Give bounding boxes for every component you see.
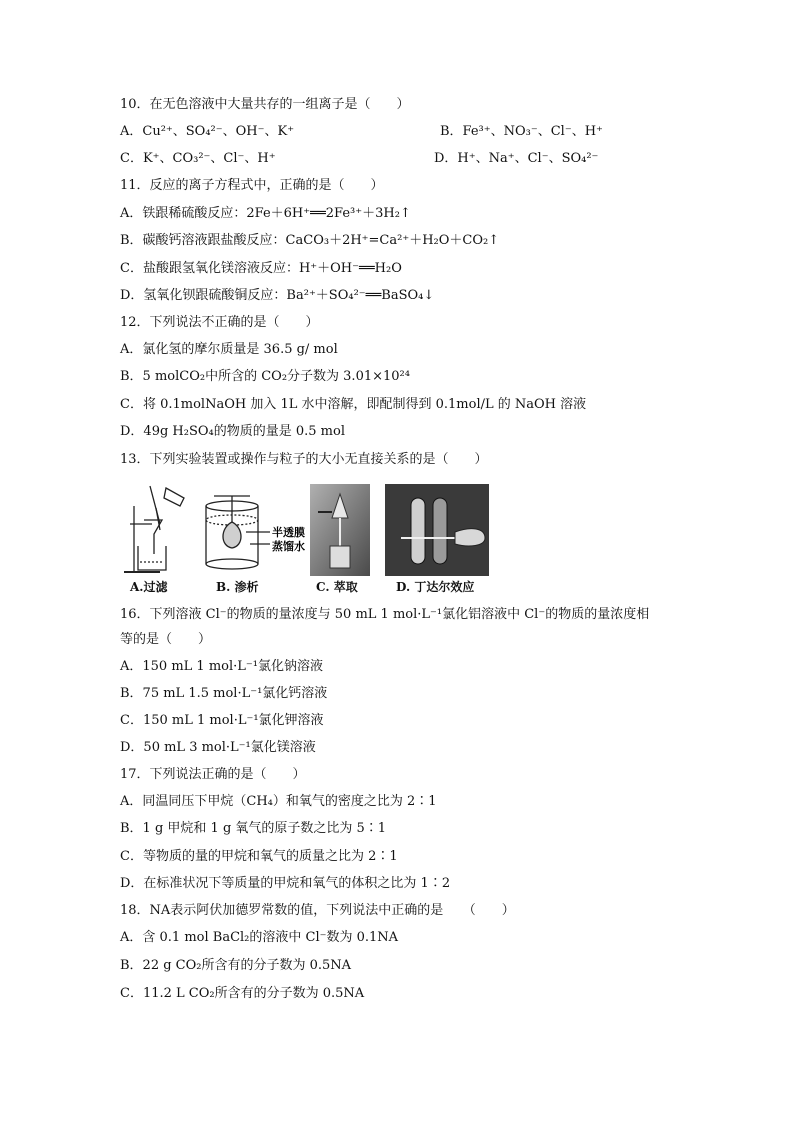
q12-stem: 12．下列说法不正确的是（ ） — [120, 315, 319, 330]
q17-stem: 17．下列说法正确的是（ ） — [120, 767, 306, 782]
q13-stem: 13．下列实验装置或操作与粒子的大小无直接关系的是（ ） — [120, 452, 488, 467]
q10-option-c: C．K⁺、CO₃²⁻、Cl⁻、H⁺ — [120, 151, 276, 166]
q11-option-a: A．铁跟稀硫酸反应：2Fe＋6H⁺══2Fe³⁺＋3H₂↑ — [120, 206, 411, 221]
q18-option-b: B．22 g CO₂所含有的分子数为 0.5NA — [120, 958, 352, 973]
tyndall-effect-photo-figure — [385, 484, 489, 576]
q12-option-b: B．5 molCO₂中所含的 CO₂分子数为 3.01×10²⁴ — [120, 369, 410, 384]
dialysis-apparatus-figure — [200, 484, 310, 576]
q16-stem-line1: 16．下列溶液 Cl⁻的物质的量浓度与 50 mL 1 mol·L⁻¹氯化铝溶液中 Cl⁻的物质的量浓度相 — [120, 607, 650, 622]
figure-d-caption: D. 丁达尔效应 — [396, 580, 475, 594]
q18-stem: 18．NA表示阿伏加德罗常数的值，下列说法中正确的是 （ ） — [120, 903, 515, 918]
q13-figures — [120, 484, 500, 596]
q16-option-a: A．150 mL 1 mol·L⁻¹氯化钠溶液 — [120, 659, 323, 674]
q16-stem-line2: 等的是（ ） — [120, 632, 212, 647]
q11-option-c: C．盐酸跟氢氧化镁溶液反应：H⁺＋OH⁻══H₂O — [120, 261, 402, 276]
q17-option-b: B．1 g 甲烷和 1 g 氧气的原子数之比为 5∶1 — [120, 821, 387, 836]
q10-option-b: B．Fe³⁺、NO₃⁻、Cl⁻、H⁺ — [440, 124, 603, 139]
q17-option-c: C．等物质的量的甲烷和氧气的质量之比为 2∶1 — [120, 849, 398, 864]
q16-option-c: C．150 mL 1 mol·L⁻¹氯化钾溶液 — [120, 713, 324, 728]
q17-option-d: D．在标准状况下等质量的甲烷和氧气的体积之比为 1∶2 — [120, 876, 451, 891]
q16-option-b: B．75 mL 1.5 mol·L⁻¹氯化钙溶液 — [120, 686, 328, 701]
q18-option-a: A．含 0.1 mol BaCl₂的溶液中 Cl⁻数为 0.1NA — [120, 930, 399, 945]
figure-a-caption: A.过滤 — [130, 580, 168, 594]
q16-option-d: D．50 mL 3 mol·L⁻¹氯化镁溶液 — [120, 740, 316, 755]
q17-option-a: A．同温同压下甲烷（CH₄）和氧气的密度之比为 2∶1 — [120, 794, 437, 809]
membrane-label: 半透膜 — [272, 526, 305, 539]
q11-option-d: D．氢氧化钡跟硫酸铜反应：Ba²⁺＋SO₄²⁻══BaSO₄↓ — [120, 288, 435, 303]
q12-option-a: A．氯化氢的摩尔质量是 36.5 g/ mol — [120, 342, 338, 357]
distilled-water-label: 蒸馏水 — [272, 540, 305, 553]
q11-stem: 11．反应的离子方程式中，正确的是（ ） — [120, 178, 384, 193]
q12-option-c: C．将 0.1molNaOH 加入 1L 水中溶解，即配制得到 0.1mol/L 的 NaOH 溶液 — [120, 397, 587, 412]
figure-b-caption: B. 渗析 — [216, 580, 259, 594]
q18-option-c: C．11.2 L CO₂所含有的分子数为 0.5NA — [120, 986, 365, 1001]
q12-option-d: D．49g H₂SO₄的物质的量是 0.5 mol — [120, 424, 345, 439]
extraction-photo-figure — [310, 484, 370, 576]
q10-option-d: D．H⁺、Na⁺、Cl⁻、SO₄²⁻ — [434, 151, 599, 166]
q10-stem: 10．在无色溶液中大量共存的一组离子是（ ） — [120, 97, 410, 112]
q11-option-b: B．碳酸钙溶液跟盐酸反应：CaCO₃＋2H⁺=Ca²⁺＋H₂O＋CO₂↑ — [120, 233, 500, 248]
q10-option-a: A．Cu²⁺、SO₄²⁻、OH⁻、K⁺ — [120, 124, 295, 139]
filtration-apparatus-figure — [120, 484, 196, 576]
figure-c-caption: C. 萃取 — [316, 580, 358, 594]
